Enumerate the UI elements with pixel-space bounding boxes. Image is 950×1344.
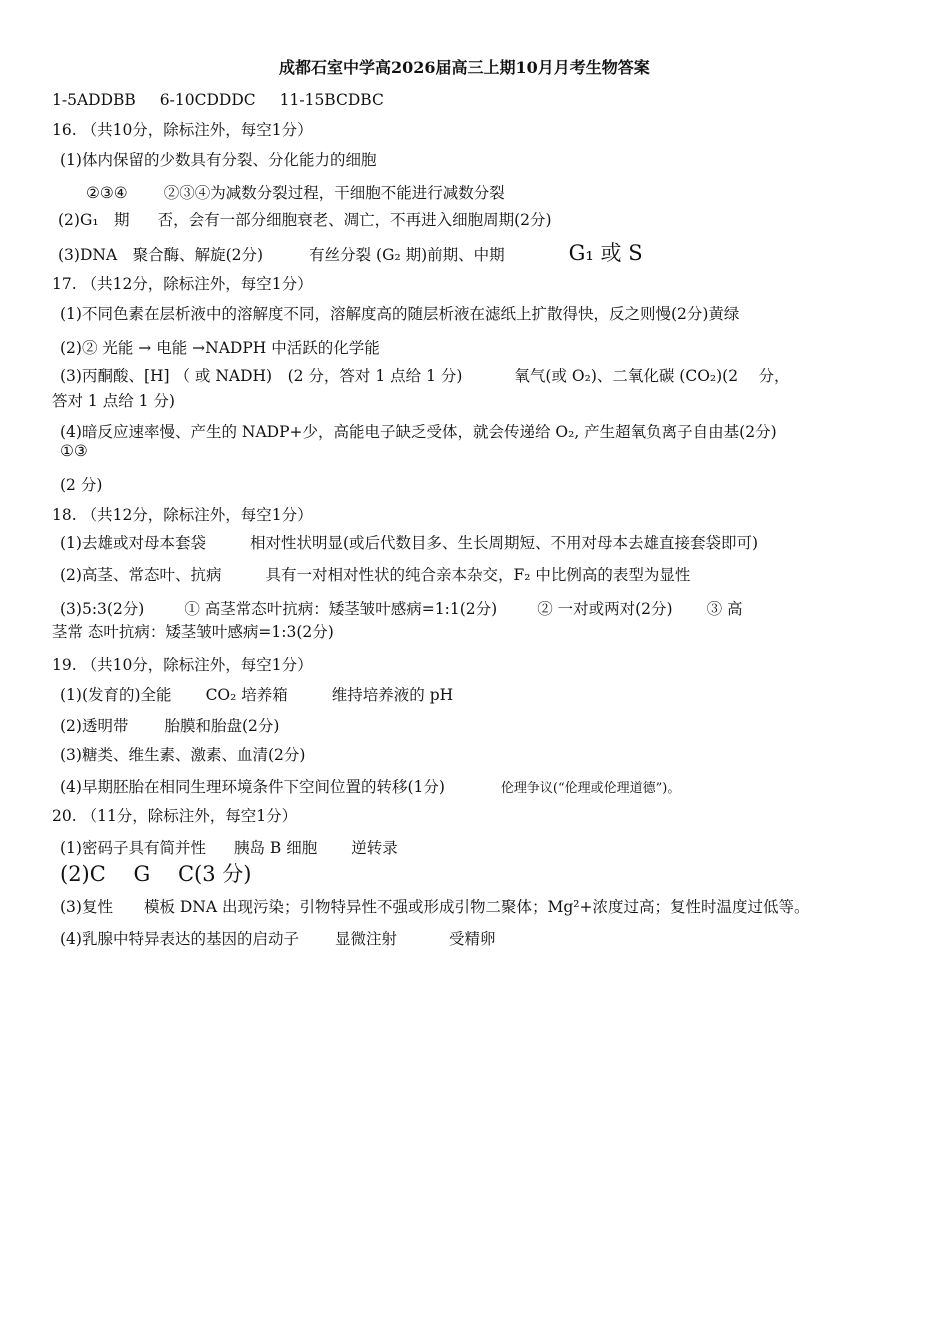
q18-part1-answer-a: (1)去雄或对母本套袋	[60, 534, 206, 552]
q16-part1-answer-a: ②③④	[86, 184, 128, 202]
q16-part2-answer-a: (2)G₁ 期	[58, 211, 130, 229]
q20-part4-answer-b: 显微注射	[334, 930, 397, 948]
q18-part3-answer-d: ③ 高	[706, 600, 743, 618]
q19-part1	[60, 685, 453, 705]
q16-part3-answer-c: G₁ 或 S	[568, 241, 643, 265]
q19-part2-answer-b: 胎膜和胎盘(2分)	[164, 717, 280, 735]
q18-part3-cont: 茎常 态叶抗病：矮茎皱叶感病=1:3(2分)	[52, 623, 334, 641]
q18-part2-answer-b: 具有一对相对性状的纯合亲本杂交，F₂ 中比例高的表型为显性	[265, 566, 691, 584]
q20-part1	[60, 838, 398, 858]
q17-part1: (1)不同色素在层析液中的溶解度不同，溶解度高的随层析液在滤纸上扩散得快，反之则慢(2分)黄绿	[60, 305, 740, 323]
q17-part3-answer-a: (3)丙酮酸、[H] （ 或 NADH) (2 分，答对 1 点给 1 分)	[60, 367, 463, 385]
q17-part4: (4)暗反应速率慢、产生的 NADP+少，高能电子缺乏受体，就会传递给 O₂, 产生超氧负离子自由基(2分)	[60, 423, 777, 441]
q19-part1-answer-c: 维持培养液的 pH	[331, 686, 454, 704]
q19-part1-answer-b: CO₂ 培养箱	[205, 686, 288, 704]
q16-part3-answer-b: 有丝分裂 (G₂ 期)前期、中期	[309, 246, 505, 264]
q18-part2-answer-a: (2)高茎、常态叶、抗病	[60, 566, 222, 584]
q16-part3	[58, 243, 643, 265]
q17-part2: (2)② 光能 → 电能 →NADPH 中活跃的化学能	[60, 339, 380, 357]
q18-part2	[60, 565, 690, 585]
q19-header: 19. （共10分，除标注外，每空1分）	[52, 656, 313, 674]
q16-header: 16. （共10分，除标注外，每空1分）	[52, 121, 313, 139]
choice-6-10: 6-10CDDDC	[159, 91, 256, 109]
q20-part3: (3)复性 模板 DNA 出现污染；引物特异性不强或形成引物二聚体；Mg²+浓度过高；复性时温度过低等。	[60, 898, 810, 916]
q19-part4	[60, 777, 680, 799]
page-title: 成都石室中学高2026届高三上期10月月考生物答案	[279, 58, 650, 77]
q18-part1	[60, 533, 758, 553]
choice-11-15: 11-15BCDBC	[279, 91, 384, 109]
q19-part1-answer-a: (1)(发育的)全能	[60, 686, 172, 704]
q18-part3	[60, 599, 743, 619]
q20-part4	[60, 929, 496, 949]
q19-part2	[60, 716, 279, 736]
q20-header: 20. （11分，除标注外，每空1分）	[52, 807, 298, 825]
q19-part4-answer-a: (4)早期胚胎在相同生理环境条件下空间位置的转移(1分)	[60, 778, 445, 796]
q20-part1-answer-a: (1)密码子具有简并性	[60, 839, 206, 857]
q18-part3-answer-a: (3)5:3(2分)	[60, 600, 145, 618]
q20-part2: (2)C G C(3 分)	[60, 862, 252, 886]
choice-answers	[52, 90, 384, 110]
q17-part3	[60, 366, 790, 386]
choice-1-5: 1-5ADDBB	[52, 91, 136, 109]
q18-part1-answer-b: 相对性状明显(或后代数目多、生长周期短、不用对母本去雄直接套袋即可)	[249, 534, 759, 552]
q17-part3-answer-b: 氧气(或 O₂)、二氧化碳 (CO₂)(2 分，	[514, 367, 790, 385]
q17-part3-cont: 答对 1 点给 1 分)	[52, 392, 175, 410]
q16-part3-answer-a: (3)DNA 聚合酶、解旋(2分)	[58, 246, 264, 264]
q20-part4-answer-c: 受精卵	[448, 930, 496, 948]
q16-part1-b	[86, 183, 505, 203]
q16-part2-answer-b: 否，会有一部分细胞衰老、凋亡，不再进入细胞周期(2分)	[157, 211, 552, 229]
q18-part3-answer-b: ① 高茎常态叶抗病：矮茎皱叶感病=1:1(2分)	[184, 600, 498, 618]
q18-part3-answer-c: ② 一对或两对(2分)	[537, 600, 673, 618]
q19-part3: (3)糖类、维生素、激素、血清(2分)	[60, 746, 306, 764]
q16-part2	[58, 210, 552, 230]
q17-header: 17. （共12分，除标注外，每空1分）	[52, 275, 313, 293]
q20-part4-answer-a: (4)乳腺中特异表达的基因的启动子	[60, 930, 299, 948]
q18-header: 18. （共12分，除标注外，每空1分）	[52, 506, 313, 524]
q16-part1-answer-b: ②③④为减数分裂过程，干细胞不能进行减数分裂	[163, 184, 505, 202]
q19-part4-answer-b: 伦理争议(“伦理或伦理道德”)。	[500, 781, 681, 796]
q17-part4-c: (2 分)	[60, 476, 103, 494]
q20-part1-answer-b: 胰岛 B 细胞	[233, 839, 318, 857]
q16-part1: (1)体内保留的少数具有分裂、分化能力的细胞	[60, 151, 377, 169]
q19-part2-answer-a: (2)透明带	[60, 717, 129, 735]
q17-part4-b: ①③	[60, 442, 88, 460]
q20-part1-answer-c: 逆转录	[351, 839, 398, 857]
